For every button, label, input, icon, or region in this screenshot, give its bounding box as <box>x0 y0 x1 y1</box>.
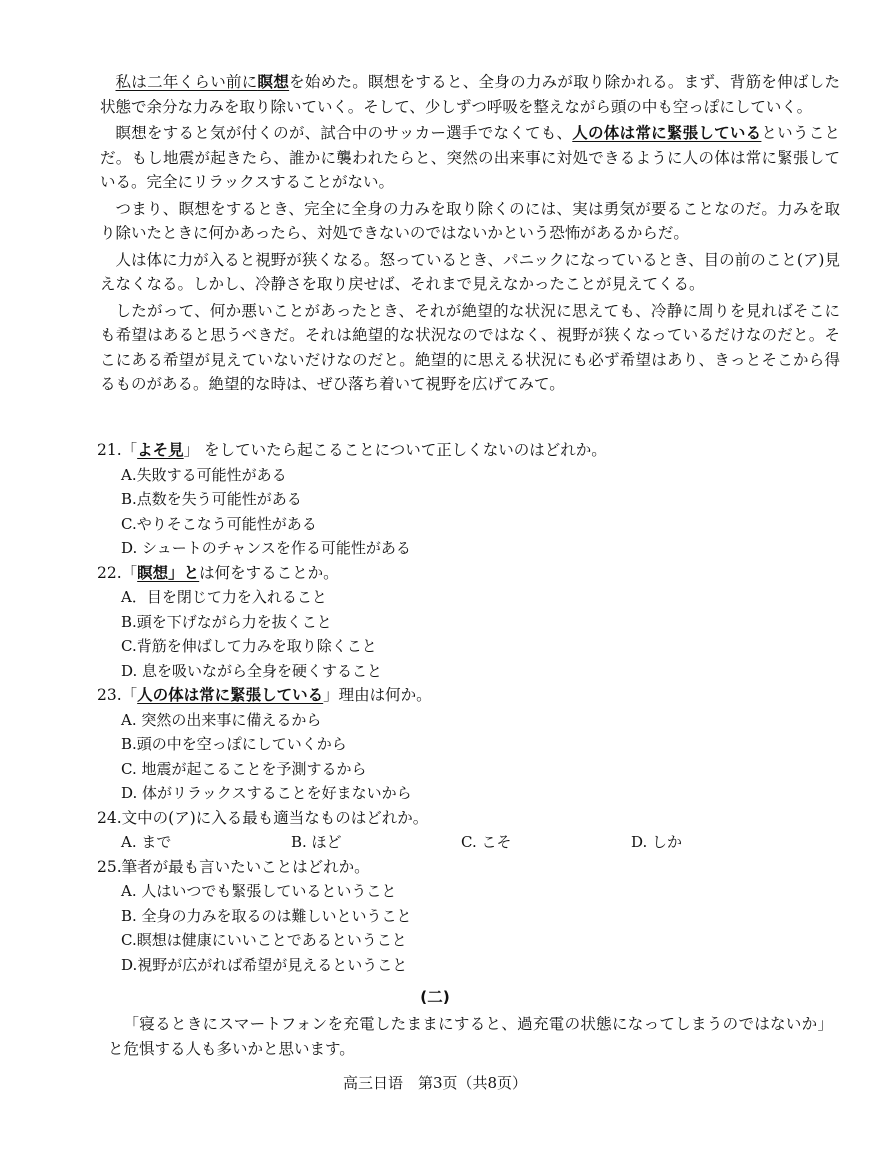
paragraph-2-start: 瞑想をすると気が付くのが、試合中のサッカー選手でなくても、 <box>115 124 573 142</box>
paragraph-2 <box>100 121 840 195</box>
question-22-text: は何をすることか。 <box>199 563 339 582</box>
question-21 <box>97 438 842 463</box>
section-2-passage <box>108 1012 833 1061</box>
keyword-meiso: 瞑想 <box>257 73 290 91</box>
q22-option-b: B.頭を下げながら力を抜くこと <box>121 612 332 631</box>
paragraph-3: つまり、瞑想をするとき、完全に全身の力みを取り除くのには、実は勇気が要ることなのだ。力みを取り除いたときに何かあったら、対処できないのではないかという恐怖があるからだ。 <box>100 199 840 242</box>
question-23-number: 23.「 <box>97 686 138 704</box>
q25-option-b: B. 全身の力みを取るのは難しいということ <box>121 906 412 925</box>
q24-option-c: C. こそ <box>461 833 512 851</box>
q25-option-c: C.瞑想は健康にいいことであるということ <box>121 931 407 949</box>
q24-options <box>121 830 842 855</box>
section-2-paragraph: 「寝るときにスマートフォンを充電したままにすると、過充電の状態になってしまうのではないか」と危惧する人も多いかと思います。 <box>108 1015 833 1058</box>
q21-option-c: C.やりそこなう可能性がある <box>121 514 317 533</box>
q24-option-a: A. まで <box>121 833 172 851</box>
paragraph-5: したがって、何か悪いことがあったとき、それが絶望的な状況に思えても、冷静に周りを見ればそこにも希望はあると思うべきだ。それは絶望的な状況なのではなく、視野が狭くなっているだけなのだと。そこにある希望が見えていないだけなのだと。絶望的に思える状況にも必ず希望はあり、きっとそこから得るものがある。絶望的な時は、ぜひ落ち着いて視野を広げてみて。 <box>100 301 840 393</box>
q23-option-a: A. 突然の出来事に備えるから <box>121 710 322 729</box>
question-list <box>97 438 842 977</box>
paragraph-1-rest: を始めた。瞑想をすると、全身の力みが取り除かれる。まず、背筋を伸ばした状態で余分な力みを取り除いていく。そして、少しずつ呼吸を整えながら頭の中も空っぽにしていく。 <box>100 73 840 116</box>
question-23-text: 」理由は何か。 <box>323 686 432 704</box>
question-23 <box>97 683 842 708</box>
question-22 <box>97 561 842 586</box>
q22-option-d: D. 息を吸いながら全身を硬くすること <box>121 661 383 680</box>
paragraph-1 <box>100 70 840 119</box>
question-21-keyword: よそ見 <box>137 441 184 459</box>
question-23-keyword: 人の体は常に緊張している <box>137 686 324 704</box>
q25-option-a: A. 人はいつでも緊張しているということ <box>121 882 397 900</box>
keyword-tension: 人の体は常に緊張している <box>572 124 762 142</box>
q21-option-a: A.失敗する可能性がある <box>121 465 287 484</box>
question-25: 25.筆者が最も言いたいことはどれか。 <box>97 857 370 876</box>
question-21-text: 」 をしていたら起こることについて正しくないのはどれか。 <box>183 441 607 459</box>
q24-option-d: D. しか <box>631 833 683 851</box>
underlined-phrase-1: 私は二年くらい前に <box>115 73 258 91</box>
q22-option-a: A．目を閉じて力を入れること <box>121 588 327 606</box>
q23-option-b: B.頭の中を空っぽにしていくから <box>121 735 347 753</box>
reading-passage <box>100 70 840 397</box>
q23-option-d: D. 体がリラックスすることを好まないから <box>121 784 412 802</box>
question-21-number: 21.「 <box>97 441 138 459</box>
question-22-keyword: 瞑想」と <box>137 563 200 582</box>
q23-option-c: C. 地震が起こることを予測するから <box>121 759 367 778</box>
q24-option-b: B. ほど <box>291 833 342 851</box>
paragraph-2-rest: ということだ。もし地震が起きたら、誰かに襲われたらと、突然の出来事に対処できるように人の体は常に緊張している。完全にリラックスすることがない。 <box>100 124 840 191</box>
q21-option-b: B.点数を失う可能性がある <box>121 490 302 508</box>
question-24: 24.文中の(ア)に入る最も適当なものはどれか。 <box>97 808 429 827</box>
q25-option-d: D.視野が広がれば希望が見えるということ <box>121 955 408 974</box>
q21-option-d: D. シュートのチャンスを作る可能性がある <box>121 539 411 557</box>
paragraph-4: 人は体に力が入ると視野が狭くなる。怒っているとき、パニックになっているとき、目の前のこと(ア)見えなくなる。しかし、冷静さを取り戻せば、それまで見えなかったことが見えてくる。 <box>100 250 840 293</box>
section-2-heading: (二) <box>420 988 450 1006</box>
page-footer: 高三日语 第3页（共8页） <box>342 1074 528 1092</box>
question-22-number: 22.「 <box>97 563 138 582</box>
q22-option-c: C.背筋を伸ばして力みを取り除くこと <box>121 637 377 655</box>
